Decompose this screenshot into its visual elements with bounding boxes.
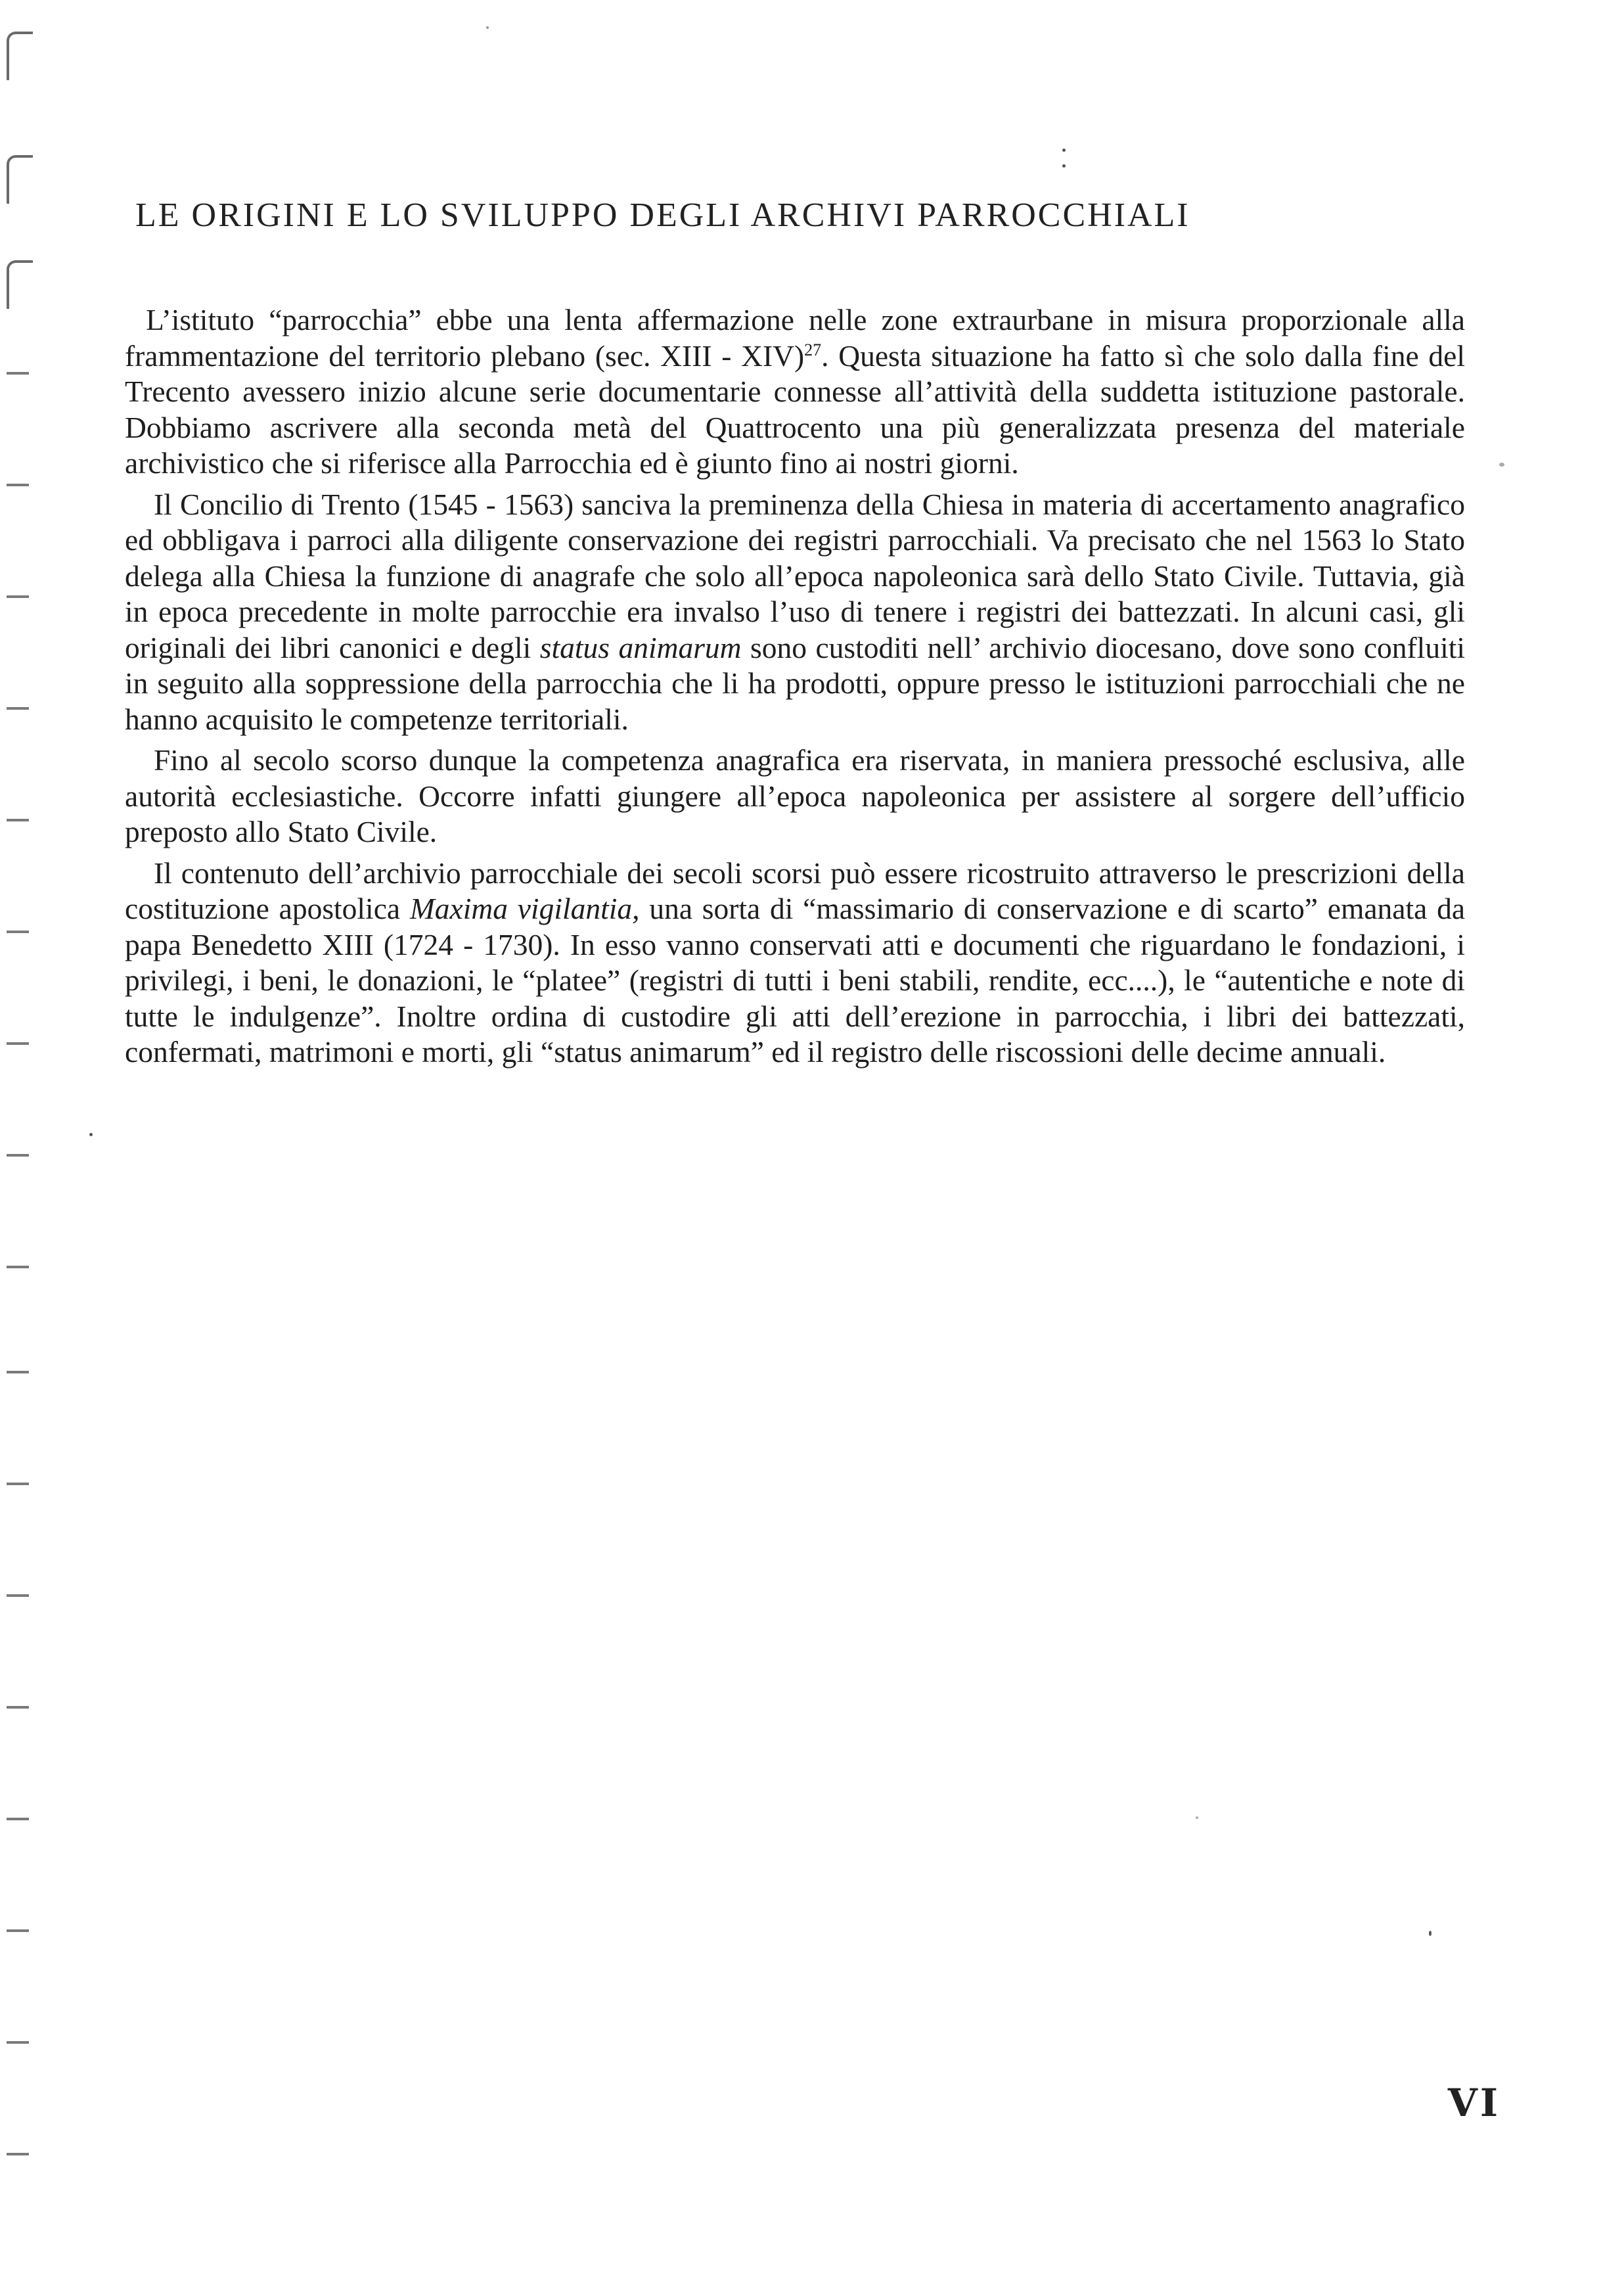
paragraph-text: Fino al secolo scorso dunque la competenza anagrafica era riservata, in maniera pressoché esclusiva, alle autorità ecclesiastiche. Occorre infatti giungere all’epoca napoleonica per assistere al sorgere dell’ufficio preposto allo Stato Civile. [125,743,1465,848]
binding-tick [7,1594,29,1597]
paragraph-text: Il Concilio di Trento (1545 - 1563) sanciva la preminenza della Chiesa in materia di accertamento anagrafico ed obbligava i parroci alla diligente conservazione dei registri parrocchiali. Va precisato che nel 1563 lo Stato delega alla Chiesa la funzione di anagrafe che solo all’epoca napoleonica sarà dello Stato Civile. Tuttavia, già in epoca precedente in molte parrocchie era invalso l’uso di tenere i registri dei battezzati. In alcuni casi, gli originali dei libri canonici e degli [125,487,1465,664]
binding-tick [7,1706,29,1709]
paragraph-text: . Questa situazione ha fatto sì che solo dalla fine del Trecento avessero inizio alcune serie documentarie connesse all’attività della suddetta istituzione pastorale. Dobbiamo ascrivere alla seconda metà del Quattrocento una più generalizzata presenza del materiale archivistico che si riferisce alla Parrocchia ed è giunto fino ai nostri giorni. [125,338,1465,480]
binding-tick [7,1154,29,1157]
binding-tick [7,372,29,375]
scan-speck [1429,1931,1432,1936]
binding-tick [7,819,29,821]
paragraph-text: sono custoditi nell’ archivio diocesano, dove sono confluiti in seguito alla soppressione della parrocchia che li ha prodotti, oppure presso le istituzioni parrocchiali che ne hanno acquisito le competenze territoriali. [125,630,1466,736]
binding-tick [7,1929,29,1932]
body-text [125,302,1465,1076]
binding-tick [7,1371,29,1373]
scan-speck [486,26,489,29]
paragraph [125,487,1465,738]
binding-marks [0,0,39,2279]
paragraph [125,743,1465,850]
binding-tick [7,931,29,933]
scan-speck [1196,1816,1198,1819]
binding-tick [7,1818,29,1820]
binding-tick [7,595,29,598]
scan-speck [89,1133,93,1136]
binding-mark [7,32,33,80]
paragraph [125,856,1465,1070]
paragraph-text: Il contenuto dell’archivio parrocchiale dei secoli scorsi può essere ricostruito attraverso le prescrizioni della costituzione apostolica [125,856,1465,925]
binding-tick [7,2041,29,2044]
binding-mark [7,260,33,309]
scan-speck [1062,149,1066,152]
binding-tick [7,1042,29,1045]
scan-speck [1499,463,1504,467]
italic-term: Maxima vigilantia, [409,892,640,925]
paragraph-text: una sorta di “massimario di conservazione e di scarto” emanata da papa Benedetto XIII (1724 - 1730). In esso vanno conservati atti e documenti che riguardano le fondazioni, i privilegi, i beni, le donazioni, le “platee” (registri di tutti i beni stabili, rendite, ecc....), le “autentiche e note di tutte le indulgenze”. Inoltre ordina di custodire gli atti dell’erezione in parrocchia, i libri dei battezzati, confermati, matrimoni e morti, gli “status animarum” ed il registro delle riscossioni delle decime annuali. [125,892,1466,1069]
binding-mark [7,155,33,204]
page-title: LE ORIGINI E LO SVILUPPO DEGLI ARCHIVI PARROCCHIALI [135,196,1190,234]
paragraph [125,302,1465,482]
binding-tick [7,1483,29,1485]
page-number: VI [1447,2081,1500,2125]
binding-tick [7,1266,29,1268]
binding-tick [7,707,29,710]
footnote-reference: 27 [804,340,822,359]
binding-tick [7,2153,29,2155]
paragraph-text: L’istituto “parrocchia” ebbe una lenta affermazione nelle zone extraurbane in misura proporzionale alla frammentazione del territorio plebano (sec. XIII - XIV) [125,303,1465,373]
binding-tick [7,484,29,486]
italic-term: status animarum [539,630,742,664]
scan-speck [1062,164,1066,168]
